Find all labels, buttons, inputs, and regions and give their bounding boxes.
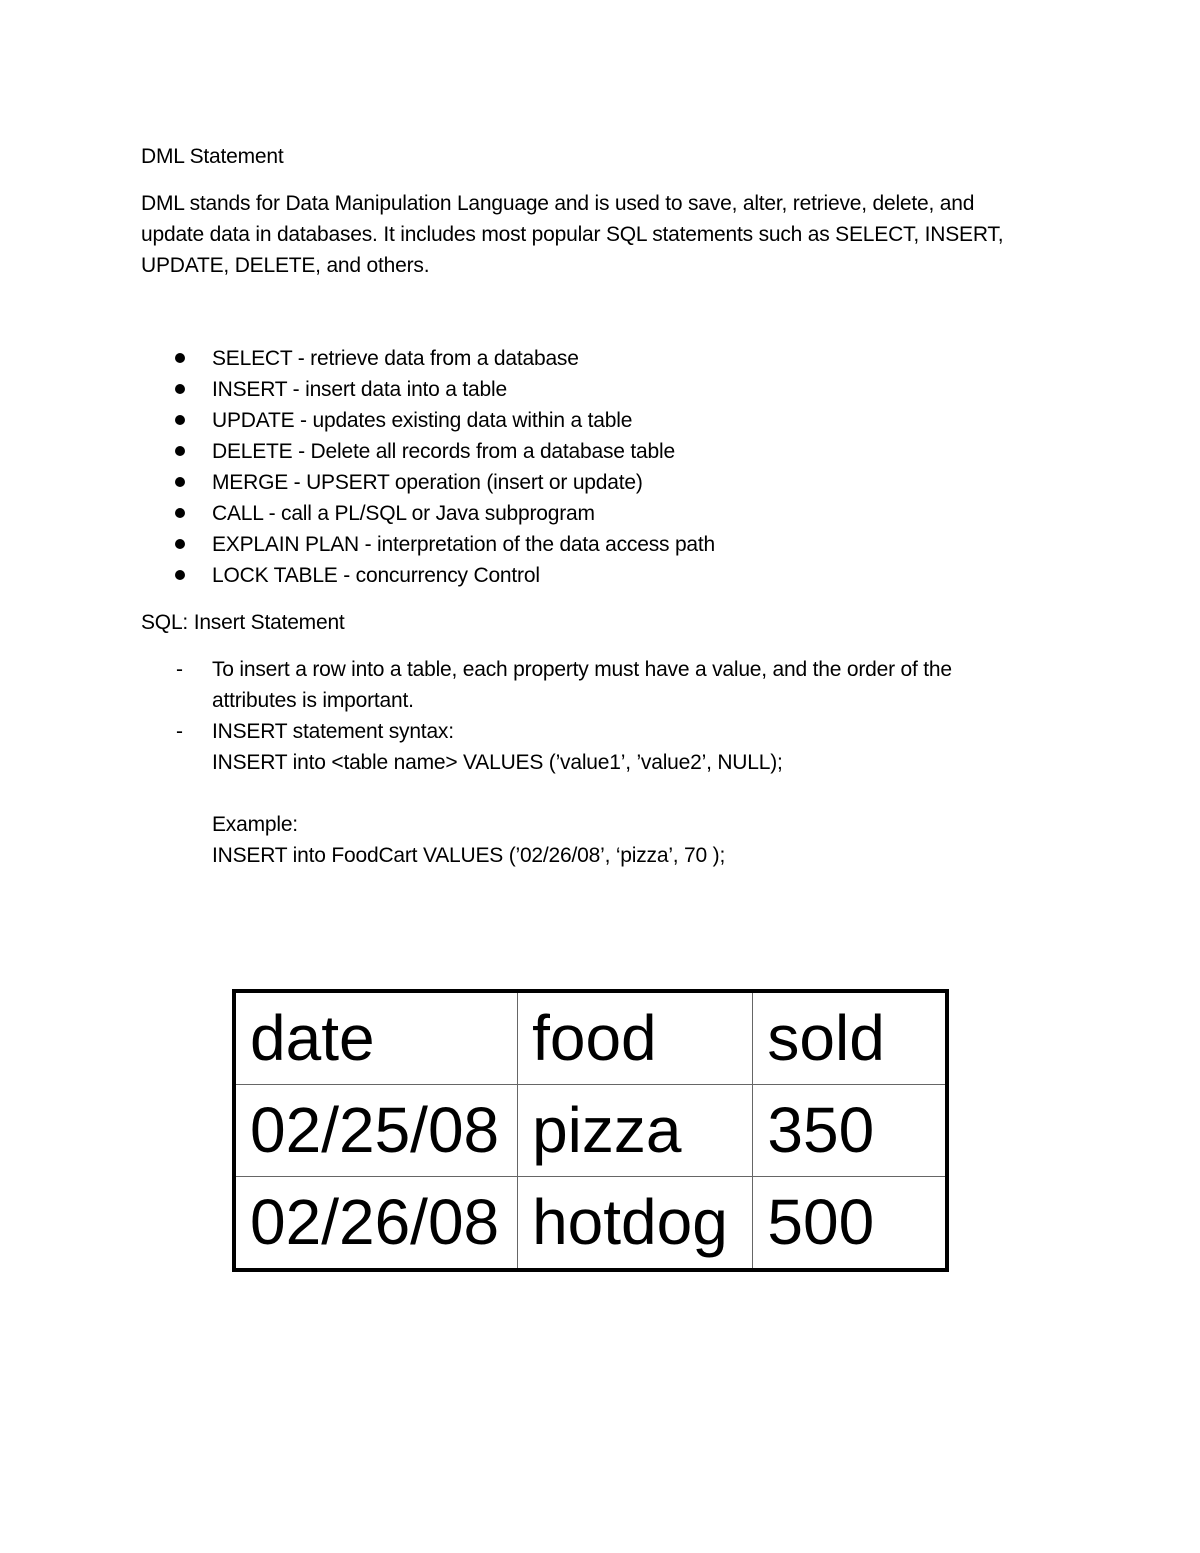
syntax-code: INSERT into <table name> VALUES (’value1’, ’value2’, NULL); [212,751,783,774]
table-cell: 350 [753,1085,947,1177]
bullet-icon [175,477,185,487]
example-label: Example: [212,813,298,836]
bullet-icon [175,384,185,394]
table-header-row [234,991,947,1085]
list-item-text: DELETE - Delete all records from a database table [212,440,675,463]
table-row [234,1177,947,1271]
list-item-text: MERGE - UPSERT operation (insert or update) [212,471,643,494]
section-heading-dml: DML Statement [141,145,284,168]
table-cell: 02/26/08 [234,1177,518,1271]
dml-description-paragraph: DML stands for Data Manipulation Language and is used to save, alter, retrieve, delete, and update data in databases. It includes most popular SQL statements such as SELECT, INSERT, UPDATE, DELETE, and others. [141,192,1004,277]
list-item-text: UPDATE - updates existing data within a table [212,409,633,432]
list-item-text: INSERT - insert data into a table [212,378,507,401]
list-item-text: SELECT - retrieve data from a database [212,347,579,370]
list-item-text: EXPLAIN PLAN - interpretation of the data access path [212,533,716,556]
bullet-icon [175,539,185,549]
table-cell: 02/25/08 [234,1085,518,1177]
table-header-cell: sold [753,991,947,1085]
bullet-icon [175,570,185,580]
dash-bullet-icon: - [176,720,183,743]
table-header-cell: food [518,991,753,1085]
syntax-label: INSERT statement syntax: [212,720,454,743]
list-item-text: LOCK TABLE - concurrency Control [212,564,540,587]
bullet-icon [175,353,185,363]
section-heading-insert: SQL: Insert Statement [141,611,345,634]
example-code: INSERT into FoodCart VALUES (’02/26/08’, ‘pizza’, 70 ); [212,844,726,867]
table-cell: pizza [518,1085,753,1177]
insert-rule-line-2: attributes is important. [212,689,414,712]
insert-rule-line-1: To insert a row into a table, each property must have a value, and the order of the [212,658,952,681]
list-item-text: CALL - call a PL/SQL or Java subprogram [212,502,595,525]
table-cell: hotdog [518,1177,753,1271]
dash-bullet-icon: - [176,658,183,681]
foodcart-table [232,989,949,1272]
bullet-icon [175,508,185,518]
table-cell: 500 [753,1177,947,1271]
bullet-icon [175,415,185,425]
table-row [234,1085,947,1177]
bullet-icon [175,446,185,456]
table-header-cell: date [234,991,518,1085]
